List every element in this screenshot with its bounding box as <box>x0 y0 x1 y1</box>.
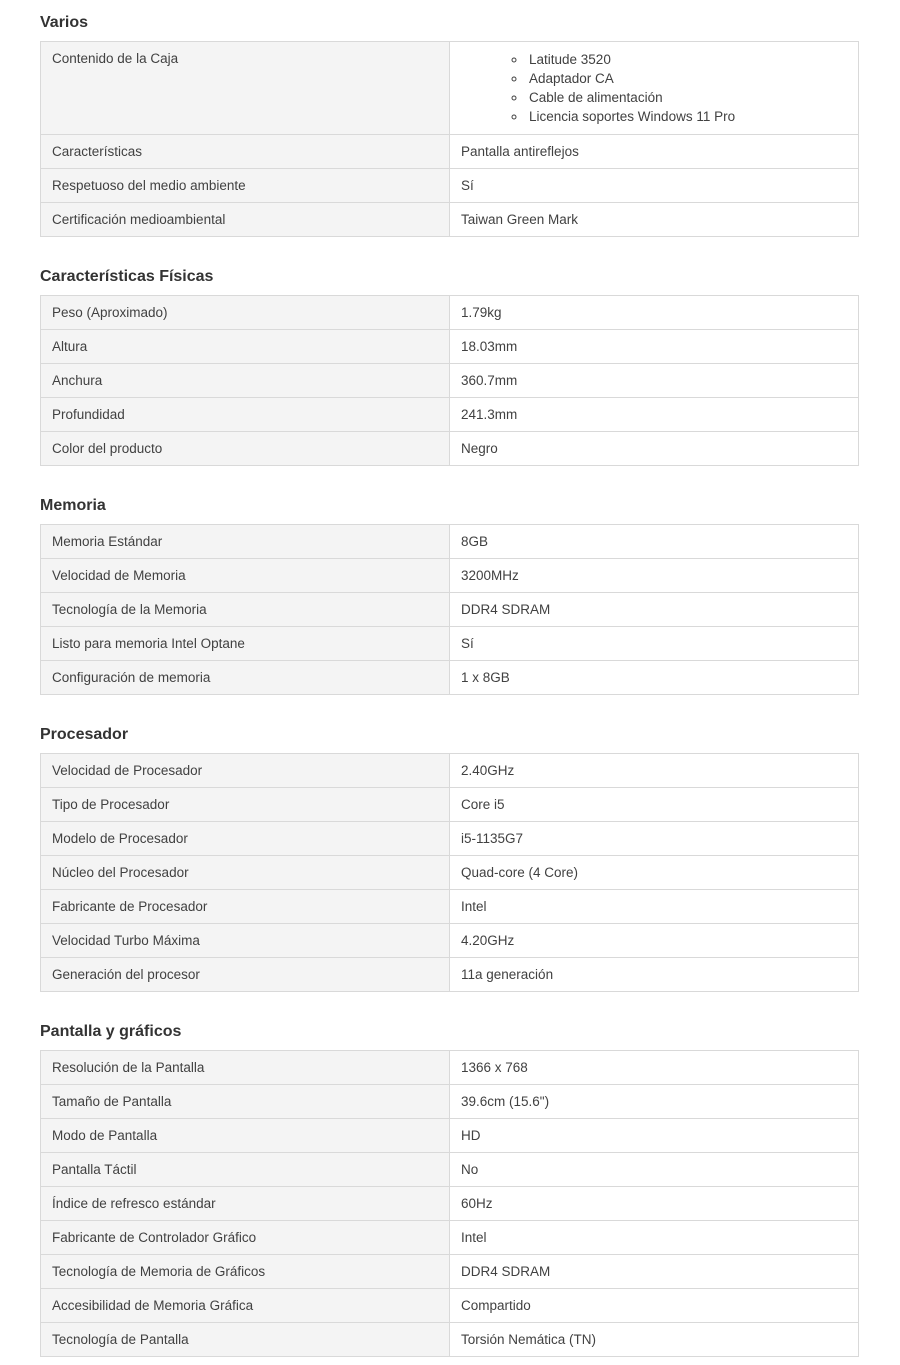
spec-value: Pantalla antireflejos <box>450 135 859 169</box>
spec-label: Velocidad de Memoria <box>41 559 450 593</box>
section-title: Características Físicas <box>40 268 214 285</box>
spec-table <box>40 295 859 466</box>
spec-value: 1 x 8GB <box>450 661 859 695</box>
spec-label: Velocidad de Procesador <box>41 754 450 788</box>
spec-section-procesador <box>40 725 859 992</box>
spec-value: Sí <box>450 169 859 203</box>
spec-label: Respetuoso del medio ambiente <box>41 169 450 203</box>
spec-label: Configuración de memoria <box>41 661 450 695</box>
list-item: ◦ Latitude 3520 <box>527 50 847 69</box>
spec-value: 11a generación <box>450 958 859 992</box>
table-row <box>41 1221 859 1255</box>
spec-label: Tecnología de Pantalla <box>41 1323 450 1357</box>
spec-value: Torsión Nemática (TN) <box>450 1323 859 1357</box>
spec-table <box>40 1050 859 1357</box>
spec-value: 1366 x 768 <box>450 1051 859 1085</box>
table-row <box>41 169 859 203</box>
spec-value: Sí <box>450 627 859 661</box>
table-row <box>41 958 859 992</box>
spec-value: 1.79kg <box>450 296 859 330</box>
spec-value: 241.3mm <box>450 398 859 432</box>
spec-value: 3200MHz <box>450 559 859 593</box>
spec-label: Memoria Estándar <box>41 525 450 559</box>
spec-value: HD <box>450 1119 859 1153</box>
spec-value: Core i5 <box>450 788 859 822</box>
spec-label: Tecnología de la Memoria <box>41 593 450 627</box>
spec-label: Anchura <box>41 364 450 398</box>
spec-label: Tecnología de Memoria de Gráficos <box>41 1255 450 1289</box>
spec-label: Modo de Pantalla <box>41 1119 450 1153</box>
table-row <box>41 661 859 695</box>
list-item: ◦ Cable de alimentación <box>527 88 847 107</box>
table-row <box>41 1119 859 1153</box>
spec-label: Fabricante de Procesador <box>41 890 450 924</box>
spec-label: Listo para memoria Intel Optane <box>41 627 450 661</box>
spec-table <box>40 41 859 237</box>
spec-value: 18.03mm <box>450 330 859 364</box>
section-title: Memoria <box>40 497 106 514</box>
spec-section-memoria <box>40 496 859 695</box>
table-row <box>41 1323 859 1357</box>
spec-value: Negro <box>450 432 859 466</box>
spec-value: No <box>450 1153 859 1187</box>
section-title: Varios <box>40 14 89 31</box>
table-row <box>41 330 859 364</box>
spec-label: Núcleo del Procesador <box>41 856 450 890</box>
table-row <box>41 788 859 822</box>
table-row <box>41 1051 859 1085</box>
spec-section-caracteristicas-fisicas <box>40 267 859 466</box>
spec-value: 39.6cm (15.6") <box>450 1085 859 1119</box>
section-title: Procesador <box>40 726 129 743</box>
spec-label: Tipo de Procesador <box>41 788 450 822</box>
spec-label: Velocidad Turbo Máxima <box>41 924 450 958</box>
table-row <box>41 627 859 661</box>
spec-value: Intel <box>450 1221 859 1255</box>
spec-label: Modelo de Procesador <box>41 822 450 856</box>
spec-value: DDR4 SDRAM <box>450 593 859 627</box>
table-row <box>41 135 859 169</box>
spec-label: Color del producto <box>41 432 450 466</box>
table-row <box>41 559 859 593</box>
table-row <box>41 754 859 788</box>
table-row <box>41 1255 859 1289</box>
table-row <box>41 924 859 958</box>
spec-value: Intel <box>450 890 859 924</box>
spec-table <box>40 524 859 695</box>
spec-label: Accesibilidad de Memoria Gráfica <box>41 1289 450 1323</box>
table-row <box>41 525 859 559</box>
spec-label: Certificación medioambiental <box>41 203 450 237</box>
spec-value: DDR4 SDRAM <box>450 1255 859 1289</box>
spec-value: 60Hz <box>450 1187 859 1221</box>
table-row <box>41 593 859 627</box>
spec-value: 360.7mm <box>450 364 859 398</box>
spec-label: Características <box>41 135 450 169</box>
table-row <box>41 1153 859 1187</box>
table-row <box>41 42 859 135</box>
spec-value <box>450 42 859 135</box>
spec-value: 4.20GHz <box>450 924 859 958</box>
table-row <box>41 398 859 432</box>
spec-label: Profundidad <box>41 398 450 432</box>
spec-label: Índice de refresco estándar <box>41 1187 450 1221</box>
table-row <box>41 822 859 856</box>
list-item: ◦ Licencia soportes Windows 11 Pro <box>527 107 847 126</box>
table-row <box>41 856 859 890</box>
table-row <box>41 296 859 330</box>
spec-value: 2.40GHz <box>450 754 859 788</box>
table-row <box>41 203 859 237</box>
box-contents-list <box>461 50 847 126</box>
table-row <box>41 890 859 924</box>
spec-value: Compartido <box>450 1289 859 1323</box>
spec-label: Altura <box>41 330 450 364</box>
spec-table <box>40 753 859 992</box>
spec-value: Quad-core (4 Core) <box>450 856 859 890</box>
spec-value: Taiwan Green Mark <box>450 203 859 237</box>
table-row <box>41 1085 859 1119</box>
spec-label: Pantalla Táctil <box>41 1153 450 1187</box>
spec-section-varios <box>40 13 859 237</box>
table-row <box>41 364 859 398</box>
spec-label: Tamaño de Pantalla <box>41 1085 450 1119</box>
spec-label: Resolución de la Pantalla <box>41 1051 450 1085</box>
spec-label: Fabricante de Controlador Gráfico <box>41 1221 450 1255</box>
spec-value: i5-1135G7 <box>450 822 859 856</box>
table-row <box>41 432 859 466</box>
section-title: Pantalla y gráficos <box>40 1023 182 1040</box>
spec-value: 8GB <box>450 525 859 559</box>
spec-label: Peso (Aproximado) <box>41 296 450 330</box>
spec-label: Generación del procesor <box>41 958 450 992</box>
table-row <box>41 1187 859 1221</box>
spec-label: Contenido de la Caja <box>41 42 450 135</box>
table-row <box>41 1289 859 1323</box>
list-item: ◦ Adaptador CA <box>527 69 847 88</box>
spec-section-pantalla-y-graficos <box>40 1022 859 1357</box>
